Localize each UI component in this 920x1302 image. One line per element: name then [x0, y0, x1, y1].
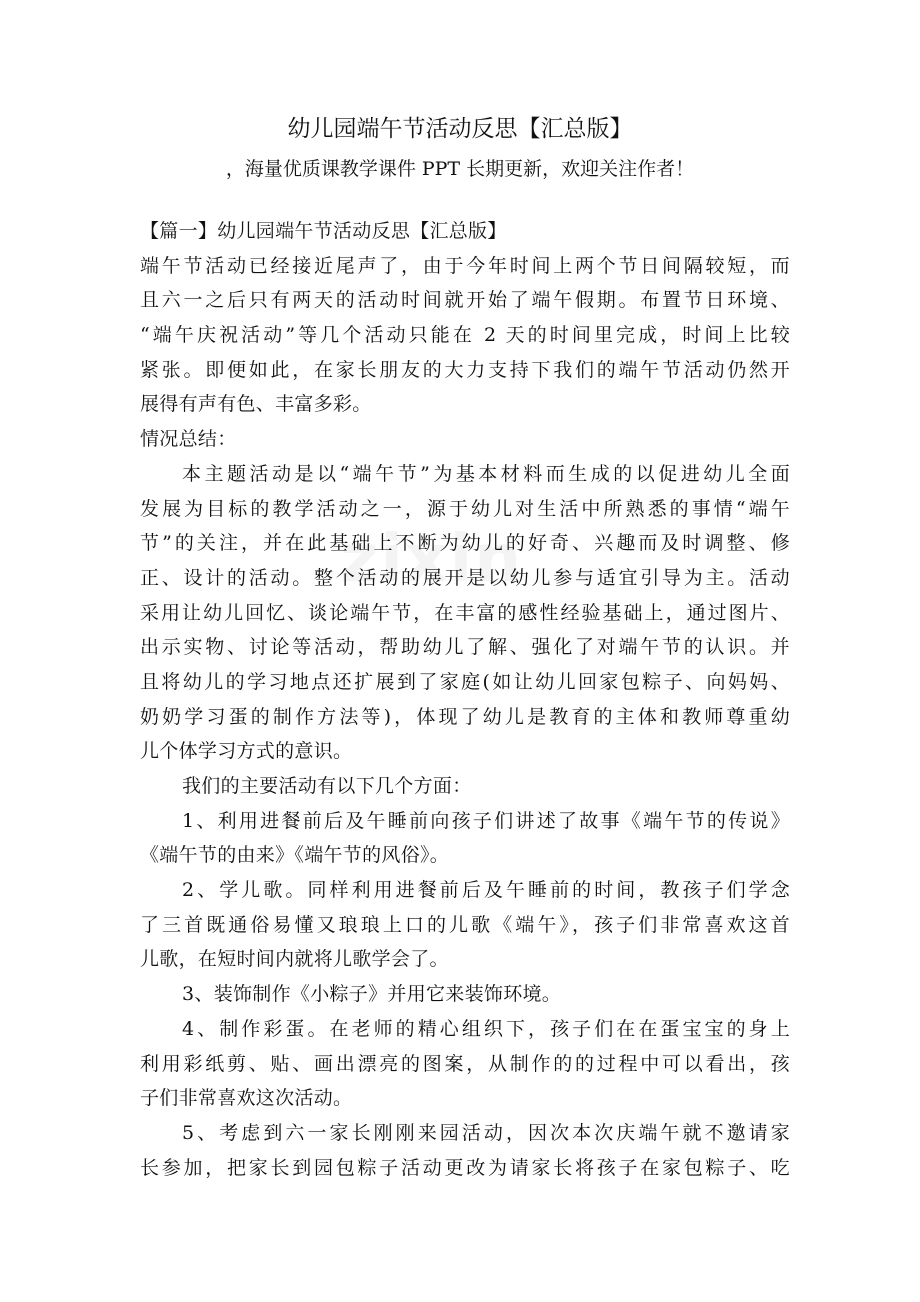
paragraph-line: 发展为目标的教学活动之一，源于幼儿对生活中所熟悉的事情“端午	[140, 497, 790, 520]
list-item-line: 《端午节的由来》《端午节的风俗》。	[140, 844, 450, 867]
document-subtitle: ，海量优质课教学课件 PPT 长期更新，欢迎关注作者！	[225, 158, 695, 180]
list-item-line: 子们非常喜欢这次活动。	[140, 1087, 353, 1110]
section-heading: 【篇一】幼儿园端午节活动反思【汇总版】	[140, 220, 507, 242]
paragraph-line: 且将幼儿的学习地点还扩展到了家庭(如让幼儿回家包粽子、向妈妈、	[140, 670, 790, 693]
paragraph-line: “端午庆祝活动”等几个活动只能在 2 天的时间里完成，时间上比较	[140, 324, 790, 347]
list-item-line: 1、利用进餐前后及午睡前向孩子们讲述了故事《端午节的传说》	[182, 809, 790, 832]
list-item-line: 长参加，把家长到园包粽子活动更改为请家长将孩子在家包粽子、吃	[140, 1156, 790, 1179]
subsection-heading: 情况总结：	[140, 428, 237, 451]
paragraph-line: 节”的关注，并在此基础上不断为幼儿的好奇、兴趣而及时调整、修	[140, 532, 790, 555]
paragraph-line: 正、设计的活动。整个活动的展开是以幼儿参与适宜引导为主。活动	[140, 566, 790, 589]
document-title: 幼儿园端午节活动反思【汇总版】	[287, 116, 633, 142]
list-item-line: 4、制作彩蛋。在老师的精心组织下，孩子们在在蛋宝宝的身上	[182, 1017, 790, 1040]
watermark: zixin	[340, 520, 524, 597]
list-item-line: 了三首既通俗易懂又琅琅上口的儿歌《端午》，孩子们非常喜欢这首	[140, 913, 790, 936]
list-item-line: 5、考虑到六一家长刚刚来园活动，因次本次庆端午就不邀请家	[182, 1121, 790, 1144]
paragraph-line: 采用让幼儿回忆、谈论端午节，在丰富的感性经验基础上，通过图片、	[140, 601, 790, 624]
paragraph-line: 儿个体学习方式的意识。	[140, 740, 353, 763]
paragraph-line: 展得有声有色、丰富多彩。	[140, 393, 372, 416]
paragraph-line: 出示实物、讨论等活动，帮助幼儿了解、强化了对端午节的认识。并	[140, 636, 790, 659]
paragraph-line: 紧张。即便如此，在家长朋友的大力支持下我们的端午节活动仍然开	[140, 358, 790, 381]
paragraph-line: 且六一之后只有两天的活动时间就开始了端午假期。布置节日环境、	[140, 289, 790, 312]
paragraph-line: 我们的主要活动有以下几个方面：	[182, 775, 472, 797]
paragraph-line: 端午节活动已经接近尾声了，由于今年时间上两个节日间隔较短，而	[140, 254, 790, 277]
document-body	[140, 214, 790, 1185]
list-item-line: 2、学儿歌。同样利用进餐前后及午睡前的时间，教孩子们学念	[182, 879, 790, 902]
list-item-line: 儿歌，在短时间内就将儿歌学会了。	[140, 948, 449, 971]
list-item-line: 利用彩纸剪、贴、画出漂亮的图案，从制作的的过程中可以看出，孩	[140, 1052, 790, 1075]
list-item-line: 3、装饰制作《小粽子》并用它来装饰环境。	[182, 983, 562, 1006]
paragraph-line: 本主题活动是以“端午节”为基本材料而生成的以促进幼儿全面	[182, 462, 790, 485]
paragraph-line: 奶奶学习蛋的制作方法等)，体现了幼儿是教育的主体和教师尊重幼	[140, 705, 790, 728]
